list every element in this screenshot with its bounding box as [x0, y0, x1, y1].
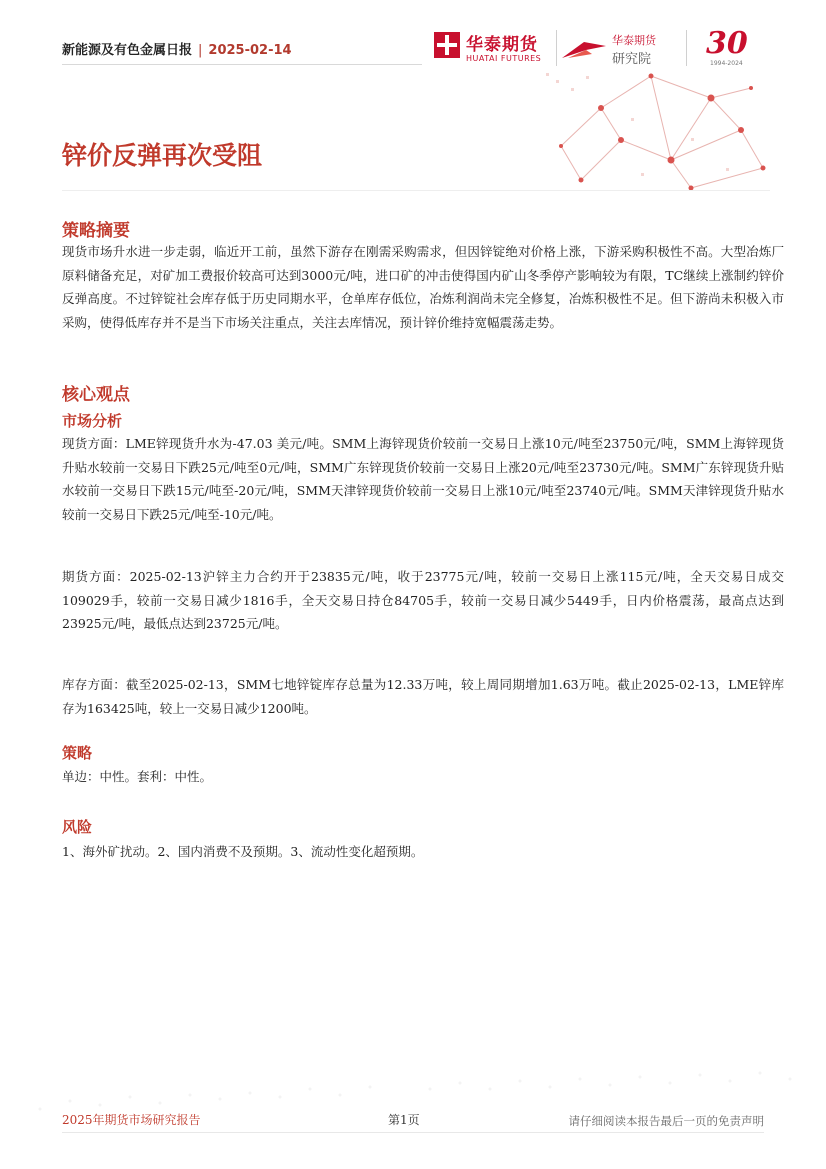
summary-paragraph: 现货市场升水进一步走弱，临近开工前，虽然下游存在刚需采购需求，但因锌锭绝对价格上涨，下游采购积极性不高。大型冶炼厂原料储备充足，对矿加工费报价较高可达到3000元/吨，进口矿的冲击使得国内矿山冬季停产影响较为有限，TC继续上涨制约锌价反弹高度。不过锌锭社会库存低于历史同期水平，仓单库存低位，冶炼利润尚未完全修复，冶炼积极性不足。但下游尚未积极入市采购，使得低库存并不是当下市场关注重点，关注去库情况，预计锌价维持宽幅震荡走势。 — [62, 244, 784, 330]
header-separator: | — [198, 43, 203, 58]
logo-institute-line2: 研究院 — [612, 52, 652, 67]
risk-paragraph: 1、海外矿扰动。2、国内消费不及预期。3、流动性变化超预期。 — [62, 844, 424, 859]
strategy-paragraph: 单边：中性。套利：中性。 — [62, 769, 213, 784]
report-date: 2025-02-14 — [208, 43, 292, 58]
logo-group — [434, 26, 764, 70]
report-header-title — [62, 39, 292, 58]
anniversary-30-mark: 30 — [706, 26, 748, 61]
report-name: 新能源及有色金属日报 — [62, 43, 193, 58]
footer-page-number: 第1页 — [388, 1113, 420, 1127]
research-institute-logo — [562, 32, 672, 68]
subheading-risk: 风险 — [62, 818, 93, 836]
logo-institute-line1: 华泰期货 — [612, 34, 656, 47]
footer-report-series: 2025年期货市场研究报告 — [62, 1113, 201, 1127]
subheading-strategy: 策略 — [62, 744, 93, 762]
logo-divider — [686, 30, 687, 66]
anniversary-years: 1994-2024 — [710, 60, 743, 67]
huatai-mark-icon — [434, 32, 460, 58]
market-inventory-paragraph: 库存方面：截至2025-02-13，SMM七地锌锭库存总量为12.33万吨，较上周同期增加1.63万吨。截止2025-02-13，LME锌库存为163425吨，较上一交易日减少1200吨。 — [62, 677, 784, 716]
footer-disclaimer-note: 请仔细阅读本报告最后一页的免责声明 — [568, 1114, 764, 1128]
subheading-market-analysis: 市场分析 — [62, 412, 123, 430]
footer-divider — [62, 1132, 764, 1133]
anniversary-30-logo — [702, 26, 764, 70]
logo-divider — [556, 30, 557, 66]
network-decoration-graphic — [541, 68, 771, 190]
page-title: 锌价反弹再次受阻 — [62, 141, 263, 170]
section-heading-summary: 策略摘要 — [62, 221, 130, 241]
section-heading-core: 核心观点 — [62, 385, 130, 405]
logo-company-en: HUATAI FUTURES — [466, 54, 542, 63]
market-spot-paragraph: 现货方面：LME锌现货升水为-47.03 美元/吨。SMM上海锌现货价较前一交易日上涨10元/吨至23750元/吨，SMM上海锌现货升贴水较前一交易日下跌25元/吨至0元/吨，SMM广东锌现货价较前一交易日上涨20元/吨至23730元/吨。SMM广东锌现货升贴水较前一交易日下跌15元/吨至-20元/吨，SMM天津锌现货价较前一交易日上涨10元/吨至23740元/吨。SMM天津锌现货升贴水较前一交易日下跌25元/吨至-10元/吨。 — [62, 436, 784, 522]
market-futures-paragraph: 期货方面：2025-02-13沪锌主力合约开于23835元/吨，收于23775元/吨，较前一交易日上涨115元/吨，全天交易日成交109029手，较前一交易日减少1816手，全天交易日持仓84705手，较前一交易日减少5449手，日内价格震荡，最高点达到23925元/吨，最低点达到23725元/吨。 — [62, 569, 784, 631]
institute-arrow-icon — [562, 40, 606, 60]
logo-company-cn: 华泰期货 — [466, 35, 538, 55]
page-header — [0, 22, 826, 72]
header-underline — [62, 64, 422, 65]
huatai-futures-logo — [434, 30, 554, 70]
title-divider — [62, 190, 770, 191]
